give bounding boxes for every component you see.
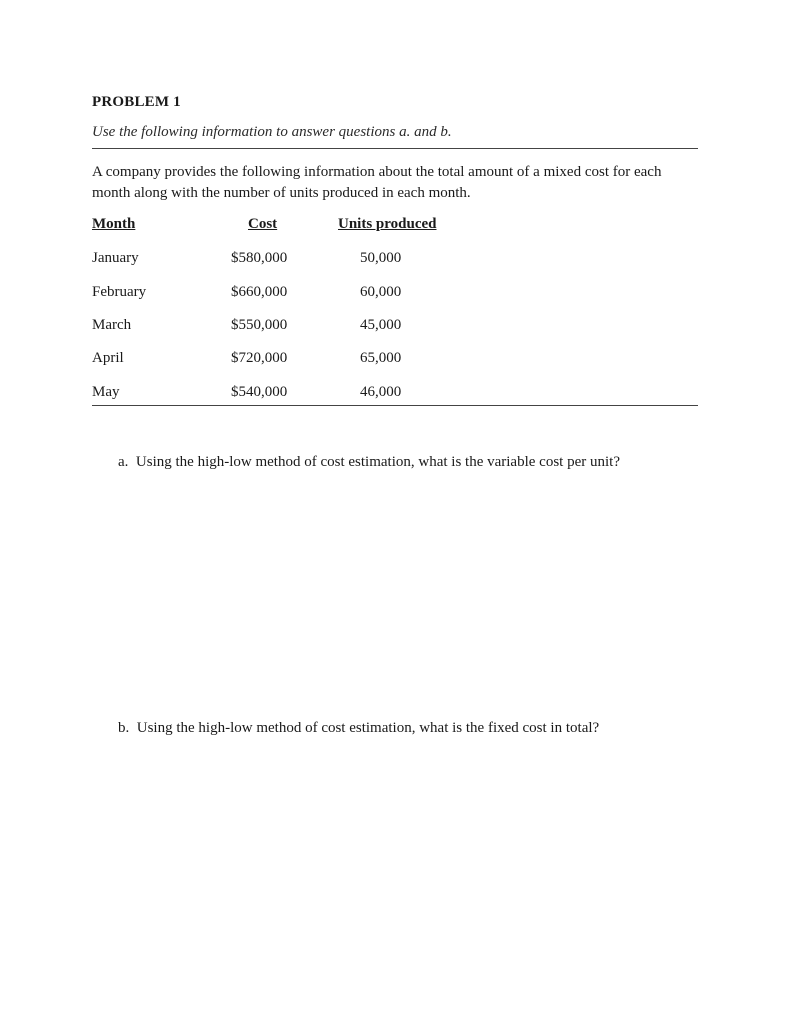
table-cell-month: January — [92, 250, 139, 266]
table-cell-cost: $660,000 — [231, 284, 288, 300]
column-header-units: Units produced — [338, 216, 437, 232]
table-cell-cost: $540,000 — [231, 384, 288, 400]
table-cell-units: 45,000 — [360, 317, 402, 333]
table-cell-month: May — [92, 384, 120, 400]
intro-paragraph: A company provides the following information about the total amount of a mixed cost for each month along with the number of units produced in each month. — [92, 164, 662, 201]
table-cell-cost: $580,000 — [231, 250, 288, 266]
table-cell-units: 60,000 — [360, 284, 402, 300]
question-b: b. Using the high-low method of cost estimation, what is the fixed cost in total? — [118, 720, 600, 736]
divider-bottom — [92, 405, 698, 406]
column-header-cost: Cost — [248, 216, 278, 232]
table-cell-units: 65,000 — [360, 350, 402, 366]
table-cell-cost: $720,000 — [231, 350, 288, 366]
divider-top — [92, 148, 698, 149]
column-header-month: Month — [92, 216, 136, 232]
table-cell-month: April — [92, 350, 124, 366]
table-cell-units: 50,000 — [360, 250, 402, 266]
problem-title: PROBLEM 1 — [92, 94, 181, 110]
question-a: a. Using the high-low method of cost estimation, what is the variable cost per unit? — [118, 454, 620, 470]
table-cell-month: February — [92, 284, 147, 300]
table-cell-cost: $550,000 — [231, 317, 288, 333]
table-cell-month: March — [92, 317, 132, 333]
instruction-text: Use the following information to answer questions a. and b. — [92, 124, 452, 140]
table-cell-units: 46,000 — [360, 384, 402, 400]
